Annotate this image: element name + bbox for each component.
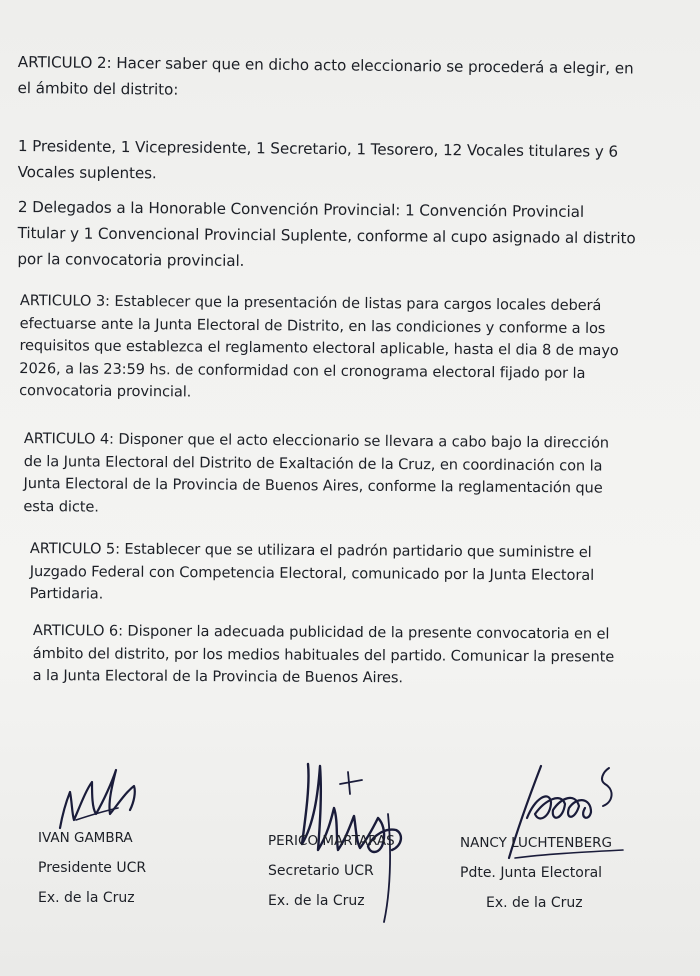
signer-role: Secretario UCR xyxy=(268,863,374,879)
text-line: ARTICULO 4: Disponer que el acto eleccionario se llevara a cabo bajo la dirección xyxy=(23,429,610,452)
text-line: 2 Delegados a la Honorable Convención Provincial: 1 Convención Provincial xyxy=(17,197,585,221)
signer-name: PERICO MARTARAS xyxy=(268,833,395,849)
signature-block-president xyxy=(38,823,146,913)
signature-block-secretary xyxy=(268,826,395,916)
text-line: convocatoria provincial. xyxy=(19,381,192,401)
signer-place: Ex. de la Cruz xyxy=(268,893,365,909)
text-line: ámbito del distrito, por los medios habituales del partido. Comunicar la presente xyxy=(32,644,615,666)
text-line: Titular y 1 Convencional Provincial Suplente, conforme al cupo asignado al distrito xyxy=(17,223,636,248)
signer-name: IVAN GAMBRA xyxy=(38,830,133,846)
article-2-offices-list xyxy=(18,133,619,191)
text-line: efectuarse ante la Junta Electoral de Distrito, en las condiciones y conforme a los xyxy=(19,314,606,337)
text-line: esta dicte. xyxy=(23,497,99,516)
article-6-paragraph xyxy=(33,620,615,691)
text-line: Vocales suplentes. xyxy=(17,162,157,183)
signer-place: Ex. de la Cruz xyxy=(38,890,135,906)
text-line: requisitos que establezca el reglamento electoral aplicable, hasta el dia 8 de mayo xyxy=(19,336,619,360)
text-line: por la convocatoria provincial. xyxy=(17,249,245,270)
text-line: a la Junta Electoral de la Provincia de Buenos Aires. xyxy=(32,666,404,687)
signer-role: Presidente UCR xyxy=(38,860,147,876)
text-line: ARTICULO 5: Establecer que se utilizara el padrón partidario que suministre el xyxy=(29,539,592,561)
text-line: ARTICULO 2: Hacer saber que en dicho acto eleccionario se procederá a elegir, en xyxy=(17,52,634,78)
text-line: ARTICULO 6: Disponer la adecuada publicidad de la presente convocatoria en el xyxy=(32,621,610,643)
article-4-paragraph xyxy=(23,428,609,523)
signature-ivan-gambra xyxy=(52,762,152,832)
text-line: de la Junta Electoral del Distrito de Exaltación de la Cruz, en coordinación con la xyxy=(23,452,603,475)
text-line: 2026, a las 23:59 hs. de conformidad con el cronograma electoral fijado por la xyxy=(19,359,586,382)
text-line: Partidaria. xyxy=(29,584,104,603)
signer-place: Ex. de la Cruz xyxy=(486,895,583,911)
signature-block-electoral-board xyxy=(460,828,612,918)
article-5-paragraph xyxy=(30,538,595,609)
text-line: Junta Electoral de la Provincia de Buenos Aires, conforme la reglamentación que xyxy=(23,474,603,497)
text-line: ARTICULO 3: Establecer que la presentación de listas para cargos locales deberá xyxy=(19,291,602,315)
text-line: 1 Presidente, 1 Vicepresidente, 1 Secretario, 1 Tesorero, 12 Vocales titulares y 6 xyxy=(17,136,619,161)
signer-name: NANCY LUCHTENBERG xyxy=(460,835,612,851)
article-3-paragraph xyxy=(19,290,619,408)
text-line: el ámbito del distrito: xyxy=(17,78,179,99)
article-2-paragraph xyxy=(17,49,633,107)
signer-role: Pdte. Junta Electoral xyxy=(460,865,603,881)
article-2-delegates-list xyxy=(17,194,636,277)
text-line: Juzgado Federal con Competencia Electoral, comunicado por la Junta Electoral xyxy=(29,562,595,584)
